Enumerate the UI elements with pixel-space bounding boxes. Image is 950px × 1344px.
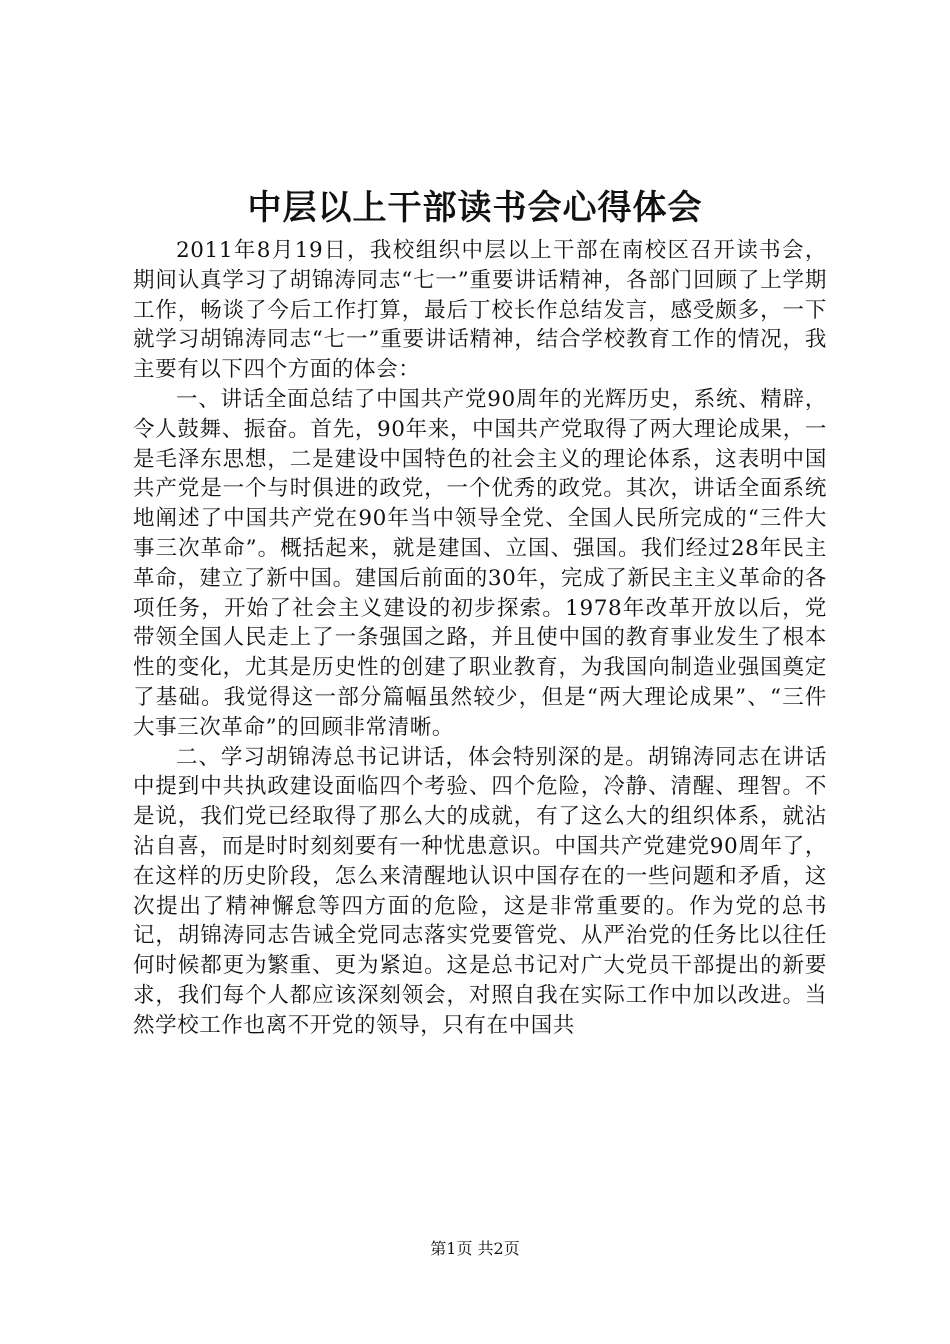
page-number-footer: 第1页 共2页 [430,1239,520,1258]
paragraph-section-one: 一、讲话全面总结了中国共产党90周年的光辉历史，系统、精辟，令人鼓舞、振奋。首先，90年来，中国共产党取得了两大理论成果，一是毛泽东思想，二是建设中国特色的社会主义的理论体系，这表明中国共产党是一个与时俱进的政党，一个优秀的政党。其次，讲话全面系统地阐述了中国共产党在90年当中领导全党、全国人民所完成的“三件大事三次革命”。概括起来，就是建国、立国、强国。我们经过28年民主革命，建立了新中国。建国后前面的30年，完成了新民主主义革命的各项任务，开始了社会主义建设的初步探索。1978年改革开放以后，党带领全国人民走上了一条强国之路，并且使中国的教育事业发生了根本性的变化，尤其是历史性的创建了职业教育，为我国向制造业强国奠定了基础。我觉得这一部分篇幅虽然较少，但是“两大理论成果”、“三件大事三次革命”的回顾非常清晰。 [133,386,827,740]
paragraph-intro: 2011年8月19日，我校组织中层以上干部在南校区召开读书会，期间认真学习了胡锦涛同志“七一”重要讲话精神，各部门回顾了上学期工作，畅谈了今后工作打算，最后丁校长作总结发言，感受颇多，一下就学习胡锦涛同志“七一”重要讲话精神，结合学校教育工作的情况，我主要有以下四个方面的体会： [133,238,827,383]
page-title: 中层以上干部读书会心得体会 [247,188,703,228]
paragraph-section-two: 二、学习胡锦涛总书记讲话，体会特别深的是。胡锦涛同志在讲话中提到中共执政建设面临四个考验、四个危险，冷静、清醒、理智。不是说，我们党已经取得了那么大的成就，有了这么大的组织体系，就沾沾自喜，而是时时刻刻要有一种忧患意识。中国共产党建党90周年了，在这样的历史阶段，怎么来清醒地认识中国存在的一些问题和矛盾，这次提出了精神懈怠等四方面的危险，这是非常重要的。作为党的总书记，胡锦涛同志告诫全党同志落实党要管党、从严治党的任务比以往任何时候都更为繁重、更为紧迫。这是总书记对广大党员干部提出的新要求，我们每个人都应该深刻领会，对照自我在实际工作中加以改进。当然学校工作也离不开党的领导，只有在中国共 [133,744,827,1038]
document-body [133,236,827,1041]
